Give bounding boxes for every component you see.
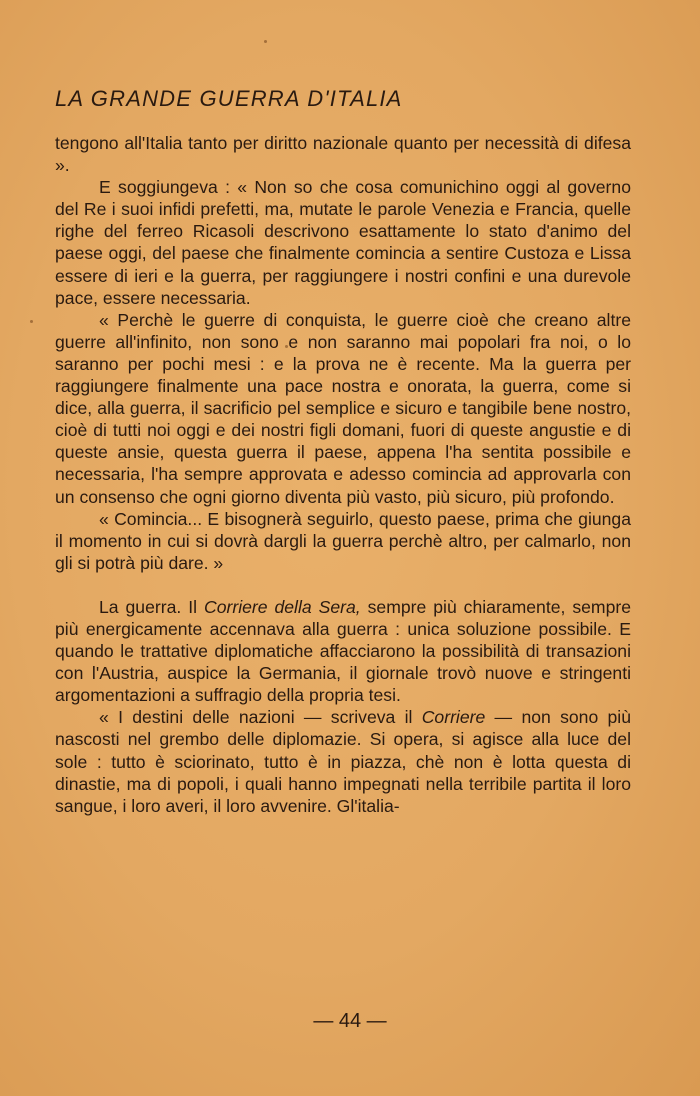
paragraph: [55, 706, 631, 816]
newspaper-name: Corriere: [421, 707, 486, 728]
paragraph: « Comincia... E bisognerà seguirlo, questo paese, prima che giunga il momento in cui si dovrà dargli la guerra perchè altro, per calmarlo, non gli si potrà più dare. »: [55, 508, 631, 573]
body-text: [55, 132, 631, 817]
paragraph: tengono all'Italia tanto per diritto nazionale quanto per necessità di difesa ».: [55, 133, 631, 176]
paragraph-text: La guerra. Il: [99, 596, 204, 617]
newspaper-name: Corriere della Sera,: [203, 596, 361, 617]
page-number: — 44 —: [313, 1010, 387, 1032]
running-title: LA GRANDE GUERRA D'ITALIA: [55, 86, 403, 111]
paragraph: « Perchè le guerre di conquista, le guerre cioè che creano altre guerre all'infinito, non sono e non saranno mai popolari fra noi, o lo saranno per pochi mesi : e la prova ne è recente. Ma la guerra per raggiungere finalmente una pace nostra e onorata, la guerra, come si dice, alla guerra, il sacrificio pel semplice e sicuro e tangibile bene nostro, cioè di tutti noi oggi e dei nostri figli domani, fuori di queste angustie e di queste ansie, questa guerra il paese, appena l'ha sentita possibile e necessaria, l'ha sempre approvata e adesso comincia ad approvarla con un consenso che ogni giorno diventa più vasto, più sicuro, più profondo.: [55, 309, 631, 507]
paper-speck: [264, 40, 267, 43]
paragraph-text: « I destini delle nazioni — scriveva il: [99, 707, 422, 728]
paragraph-text: — non sono più nascosti nel grembo delle diplomazie. Si opera, si agisce alla luce del sole : tutto è sciorinato, tutto è in piazza, chè non è lotta questa di dinastie, ma di popoli, i quali hanno impegnati nella terribile partita il loro sangue, i loro averi, il loro avvenire. Gl'italia-: [55, 707, 632, 816]
paragraph-gap: [55, 574, 631, 596]
paper-speck: [30, 320, 33, 323]
paragraph: [55, 596, 631, 706]
paragraph: E soggiungeva : « Non so che cosa comunichino oggi al governo del Re i suoi infidi prefetti, ma, mutate le parole Venezia e Francia, quelle righe del ferreo Ricasoli descrivono esattamente lo stato d'animo del paese oggi, del paese che finalmente comincia a sentire Custoza e Lissa essere di ieri e la guerra, per raggiungere i nostri confini e una durevole pace, essere necessaria.: [55, 177, 631, 308]
paragraph-text: sempre più chiaramente, sempre più energicamente accennava alla guerra : unica soluzione possibile. E quando le trattative diplomatiche affacciarono la possibilità di transazioni con l'Austria, auspice la Germania, il giornale trovò nuove e stringenti argomentazioni a suffragio della propria tesi.: [55, 596, 632, 706]
